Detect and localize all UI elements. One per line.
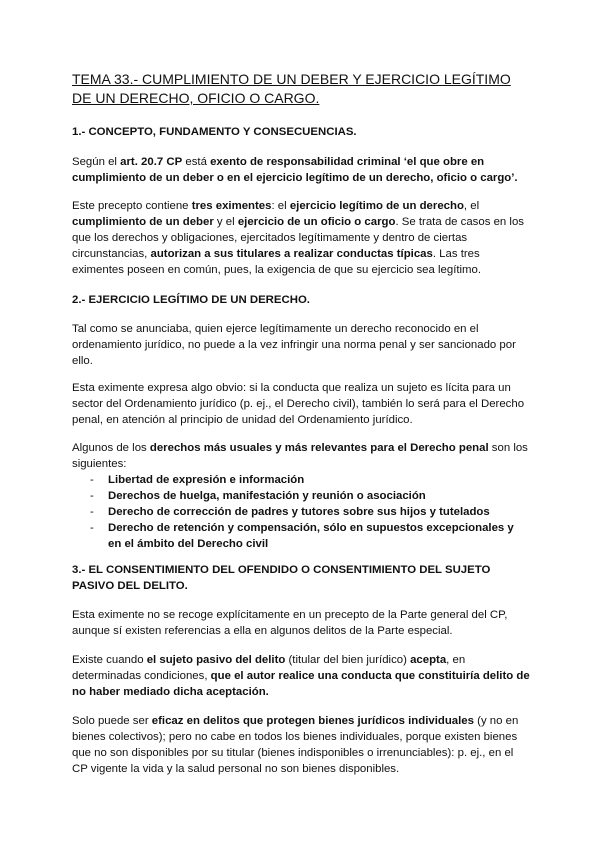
s3-paragraph-2: Existe cuando el sujeto pasivo del delito (titular del bien jurídico) acepta, en determinadas condiciones, que el autor realice una conducta que constituiría delito de no haber mediado dicha aceptación. <box>72 654 530 698</box>
s2-paragraph-2: Esta eximente expresa algo obvio: si la conducta que realiza un sujeto es lícita para un sector del Ordenamiento jurídico (p. ej., el Derecho civil), también lo será para el Derecho penal, en atención al principio de unidad del Ordenamiento jurídico. <box>72 382 525 426</box>
rights-list <box>72 472 530 552</box>
s1-paragraph-1: Según el art. 20.7 CP está exento de responsabilidad criminal ‘el que obre en cumplimiento de un deber o en el ejercicio legítimo de un derecho, oficio o cargo’. <box>72 156 518 184</box>
list-item: - Derecho de corrección de padres y tutores sobre sus hijos y tutelados <box>90 506 490 518</box>
s3-paragraph-3: Solo puede ser eficaz en delitos que protegen bienes jurídicos individuales (y no en bienes colectivos); pero no cabe en todos los bienes individuales, porque existen bienes que no son disponibles por su titular (bienes indisponibles o irrenunciables): p. ej., en el CP vigente la vida y la salud personal no son bienes disponibles. <box>72 715 519 775</box>
s1-paragraph-2: Este precepto contiene tres eximentes: el ejercicio legítimo de un derecho, el cumplimiento de un deber y el ejercicio de un oficio o cargo. Se trata de casos en los que los derechos y obligaciones, ejercitados legítimamente y dentro de ciertas circunstancias, autorizan a sus titulares a realizar conductas típicas. Las tres eximentes poseen en común, pues, la exigencia de que su ejercicio sea legítimo. <box>72 200 524 276</box>
s3-paragraph-1: Esta eximente no se recoge explícitamente en un precepto de la Parte general del CP, aunque sí existen referencias a ella en algunos delitos de la Parte especial. <box>72 609 508 637</box>
section-3-heading: 3.- EL CONSENTIMIENTO DEL OFENDIDO O CONSENTIMIENTO DEL SUJETO PASIVO DEL DELITO. <box>72 564 491 592</box>
section-1-heading: 1.- CONCEPTO, FUNDAMENTO Y CONSECUENCIAS. <box>72 126 357 138</box>
list-item: - Derechos de huelga, manifestación y reunión o asociación <box>90 490 426 502</box>
document-title: TEMA 33.- CUMPLIMIENTO DE UN DEBER Y EJERCICIO LEGÍTIMO DE UN DERECHO, OFICIO O CARGO. <box>72 71 511 106</box>
section-2-heading: 2.- EJERCICIO LEGÍTIMO DE UN DERECHO. <box>72 294 310 306</box>
s2-paragraph-3: Algunos de los derechos más usuales y más relevantes para el Derecho penal son los siguientes: <box>72 442 528 470</box>
list-item: - Libertad de expresión e información <box>90 474 305 486</box>
list-item: - Derecho de retención y compensación, sólo en supuestos excepcionales y en el ámbito del Derecho civil <box>90 522 514 550</box>
s2-paragraph-1: Tal como se anunciaba, quien ejerce legítimamente un derecho reconocido en el ordenamiento jurídico, no puede a la vez infringir una norma penal y ser sancionado por ello. <box>72 323 516 367</box>
